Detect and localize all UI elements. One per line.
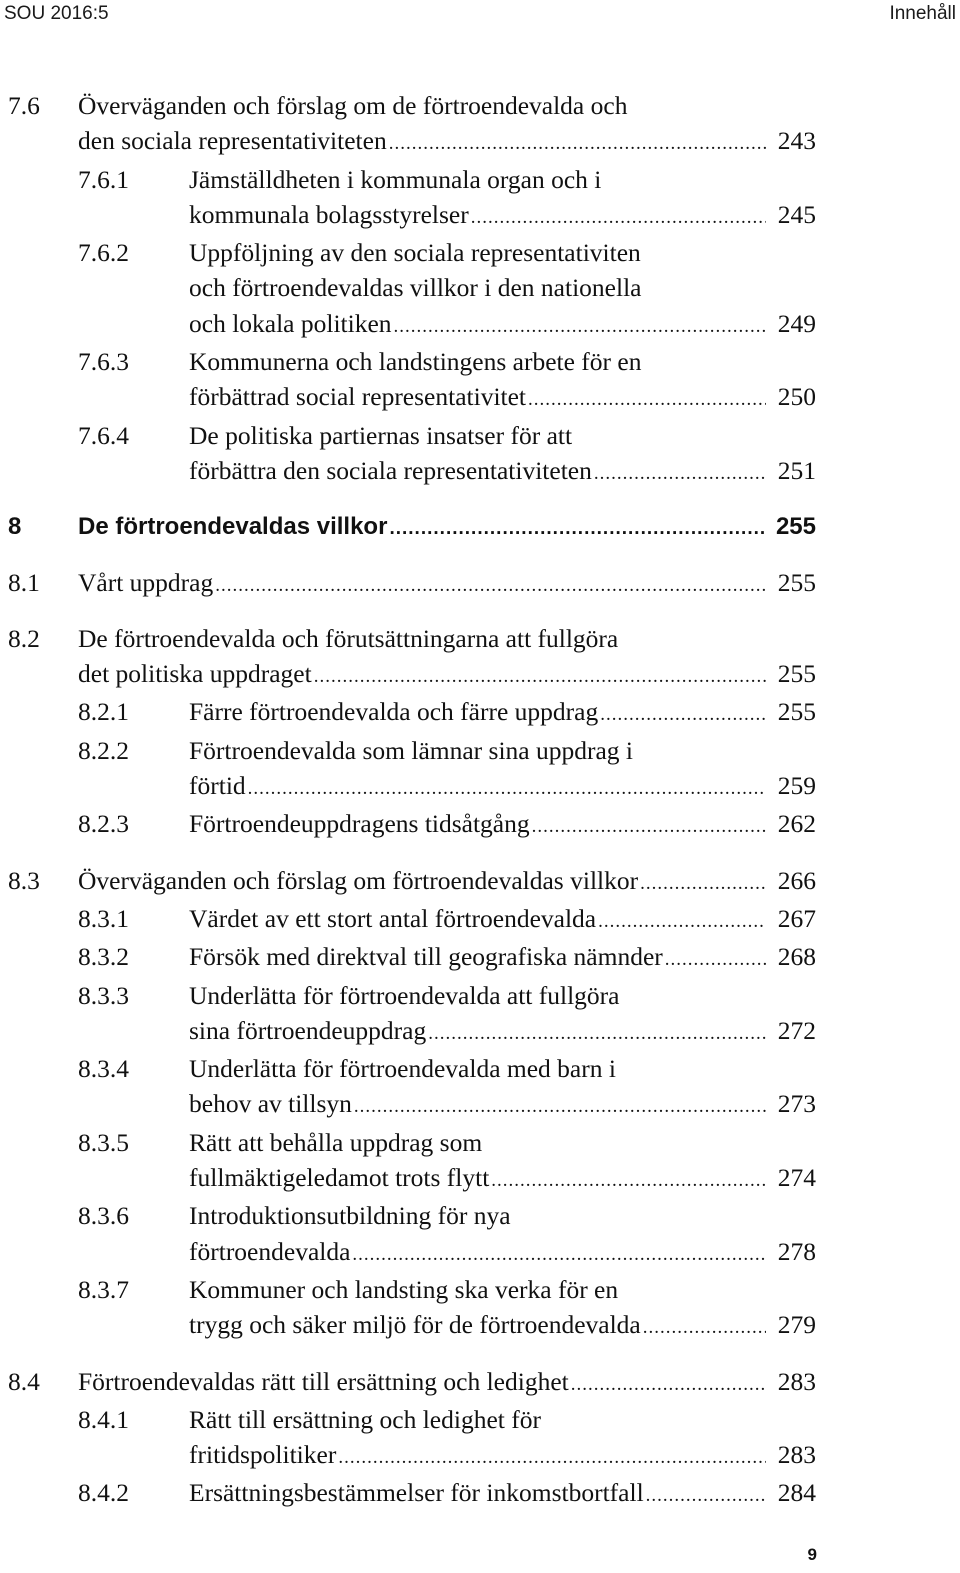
toc-entry-page: 259	[777, 771, 816, 801]
dot-leader	[600, 697, 766, 732]
toc-entry-page: 268	[777, 942, 816, 972]
toc-entry-title-line: Färre förtroendevalda och färre uppdrag	[189, 697, 599, 727]
toc-entry-page: 283	[777, 1366, 816, 1396]
toc-entry[interactable]	[0, 939, 960, 977]
toc-spacer	[0, 547, 960, 565]
toc-entry[interactable]	[0, 806, 960, 844]
toc-entry-number: 8.1	[8, 567, 40, 597]
toc-entry-title-line: Jämställdheten i kommunala organ och i	[189, 164, 602, 194]
dot-leader	[646, 1478, 766, 1513]
dot-leader	[389, 126, 766, 161]
toc-entry-title-line: kommunala bolagsstyrelser	[189, 199, 469, 229]
dot-leader	[598, 904, 766, 939]
toc-entry-title-line: Förtroendevaldas rätt till ersättning och ledighet	[78, 1366, 569, 1396]
toc-spacer	[0, 1346, 960, 1364]
toc-entry-title-line: sina förtroendeuppdrag	[189, 1015, 427, 1045]
toc-spacer	[0, 845, 960, 863]
toc-entry[interactable]	[0, 1198, 960, 1272]
toc-entry-page: 284	[777, 1478, 816, 1508]
toc-entry-page: 255	[777, 697, 816, 727]
toc-entry-title-line: Rätt till ersättning och ledighet för	[189, 1404, 541, 1434]
toc-entry-title-line: förtroendevalda	[189, 1236, 351, 1266]
toc-entry-page: 278	[777, 1236, 816, 1266]
toc-entry-title-line: Försök med direktval till geografiska nämnder	[189, 942, 663, 972]
toc-entry-page: 267	[777, 903, 816, 933]
toc-entry-number: 8.2.1	[78, 697, 129, 727]
toc-entry-title-line: Kommuner och landsting ska verka för en	[189, 1274, 619, 1304]
toc-entry[interactable]	[0, 1051, 960, 1125]
toc-entry-title-line: och lokala politiken	[189, 308, 392, 338]
toc-entry-number: 8.3.1	[78, 903, 129, 933]
toc-entry-title-line: det politiska uppdraget	[78, 659, 312, 689]
dot-leader	[215, 568, 766, 603]
toc-entry-title-line: den sociala representativiteten	[78, 126, 387, 156]
dot-leader	[354, 1089, 766, 1124]
toc-entry-number: 8.2	[8, 623, 40, 653]
toc-entry-title-line: och förtroendevaldas villkor i den nationella	[189, 273, 642, 303]
toc-entry-page: 243	[777, 126, 816, 156]
toc-entry-number: 7.6	[8, 91, 40, 120]
toc-entry[interactable]	[0, 694, 960, 732]
dot-leader	[665, 942, 766, 977]
toc-entry-title-line: Överväganden och förslag om förtroendevaldas villkor	[78, 865, 639, 895]
toc-entry-page: 262	[777, 809, 816, 839]
toc-entry-title-line: De förtroendevalda och förutsättningarna att fullgöra	[78, 623, 619, 653]
toc-entry-page: 249	[777, 308, 816, 338]
dot-leader	[532, 809, 766, 844]
toc-entry-number: 8.3.2	[78, 942, 129, 972]
toc-entry[interactable]	[0, 235, 960, 344]
dot-leader	[338, 1440, 766, 1475]
toc-entry[interactable]	[0, 978, 960, 1052]
toc-entry-title-line: Vårt uppdrag	[78, 567, 214, 597]
toc-entry-number: 7.6.2	[78, 238, 129, 268]
toc-entry-number: 8.4	[8, 1366, 40, 1396]
dot-leader	[314, 659, 766, 694]
toc-entry-title-line: Ersättningsbestämmelser för inkomstbortfall	[189, 1478, 644, 1508]
toc-entry-number: 8.3.7	[78, 1274, 129, 1304]
toc-entry[interactable]	[0, 565, 960, 603]
toc-entry-number: 8.3.3	[78, 980, 129, 1010]
toc-entry-title-line: Värdet av ett stort antal förtroendevalda	[189, 903, 597, 933]
toc-entry-number: 8.3.4	[78, 1054, 129, 1084]
toc-entry[interactable]	[0, 1125, 960, 1199]
dot-leader	[389, 511, 766, 546]
toc-entry-number: 7.6.1	[78, 164, 129, 194]
dot-leader	[428, 1016, 766, 1051]
toc-entry-number: 8.3	[8, 865, 40, 895]
toc-entry-page: 251	[777, 455, 816, 485]
dot-leader	[594, 456, 766, 491]
toc-entry-title-line: Underlätta för förtroendevalda med barn i	[189, 1054, 616, 1084]
dot-leader	[491, 1163, 766, 1198]
toc-spacer	[0, 603, 960, 621]
toc-entry-title-line: Överväganden och förslag om de förtroendevalda och	[78, 91, 628, 120]
toc-entry[interactable]	[0, 621, 960, 695]
page-number: 9	[807, 1545, 817, 1564]
dot-leader	[248, 771, 766, 806]
toc-entry[interactable]	[0, 733, 960, 807]
toc-entry-title-line: Förtroendevalda som lämnar sina uppdrag i	[189, 735, 634, 765]
toc-entry-title-line: Förtroendeuppdragens tidsåtgång	[189, 809, 530, 839]
toc-entry-page: 255	[777, 567, 816, 597]
toc-entry-title-line: fullmäktigeledamot trots flytt	[189, 1163, 490, 1193]
toc-entry-title-line: De politiska partiernas insatser för att	[189, 420, 573, 450]
toc-entry-number: 7.6.3	[78, 347, 129, 377]
toc-entry-number: 8.4.1	[78, 1404, 129, 1434]
toc-spacer	[0, 491, 960, 509]
toc-entry[interactable]	[0, 162, 960, 236]
toc-entry-page: 255	[777, 659, 816, 689]
toc-entry-page: 245	[777, 199, 816, 229]
toc-entry[interactable]	[0, 418, 960, 492]
toc-entry-number: 8.4.2	[78, 1478, 129, 1508]
toc-entry-title-line: Underlätta för förtroendevalda att fullgöra	[189, 980, 620, 1010]
dot-leader	[640, 866, 766, 901]
toc-entry[interactable]	[0, 88, 960, 162]
toc-entry-number: 8.3.5	[78, 1127, 129, 1157]
toc-entry[interactable]	[0, 1272, 960, 1346]
toc-entry-page: 283	[777, 1440, 816, 1470]
toc-entry-title-line: trygg och säker miljö för de förtroendevalda	[189, 1310, 641, 1340]
toc-entry-number: 8	[8, 513, 22, 541]
toc-entry-number: 8.3.6	[78, 1201, 129, 1231]
dot-leader	[352, 1237, 766, 1272]
toc-entry[interactable]	[0, 1364, 960, 1402]
toc-entry-page: 274	[777, 1163, 816, 1193]
toc-entry[interactable]	[0, 1475, 960, 1513]
toc-entry-page: 250	[777, 382, 816, 412]
toc-entry[interactable]	[0, 901, 960, 939]
table-of-contents	[0, 88, 960, 1514]
toc-entry-page: 279	[777, 1310, 816, 1340]
toc-entry[interactable]	[0, 863, 960, 901]
toc-entry-page: 266	[777, 865, 816, 895]
running-header-right: Innehåll	[889, 3, 956, 24]
toc-entry-title-line: fritidspolitiker	[189, 1440, 337, 1470]
toc-entry-page: 255	[775, 513, 816, 541]
toc-entry[interactable]	[0, 1402, 960, 1476]
toc-entry-title-line: behov av tillsyn	[189, 1089, 352, 1119]
dot-leader	[471, 200, 766, 235]
running-header-left: SOU 2016:5	[4, 3, 109, 24]
dot-leader	[643, 1310, 766, 1345]
toc-entry-title-line: Uppföljning av den sociala representativiten	[189, 238, 641, 268]
toc-entry[interactable]	[0, 344, 960, 418]
toc-entry-title-line: Kommunerna och landstingens arbete för en	[189, 347, 642, 377]
dot-leader	[394, 309, 766, 344]
toc-entry-title-line: förbättra den sociala representativiteten	[189, 455, 592, 485]
toc-entry-title-line: De förtroendevaldas villkor	[78, 513, 388, 541]
toc-entry-page: 273	[777, 1089, 816, 1119]
dot-leader	[571, 1367, 766, 1402]
toc-entry-page: 272	[777, 1015, 816, 1045]
toc-entry-number: 7.6.4	[78, 420, 129, 450]
toc-entry-number: 8.2.3	[78, 809, 129, 839]
toc-entry-number: 8.2.2	[78, 735, 129, 765]
toc-entry-title-line: förbättrad social representativitet	[189, 382, 527, 412]
toc-entry-title-line: förtid	[189, 771, 246, 801]
toc-entry-title-line: Rätt att behålla uppdrag som	[189, 1127, 483, 1157]
toc-entry-title-line: Introduktionsutbildning för nya	[189, 1201, 511, 1231]
toc-entry[interactable]	[0, 509, 960, 546]
dot-leader	[528, 382, 766, 417]
